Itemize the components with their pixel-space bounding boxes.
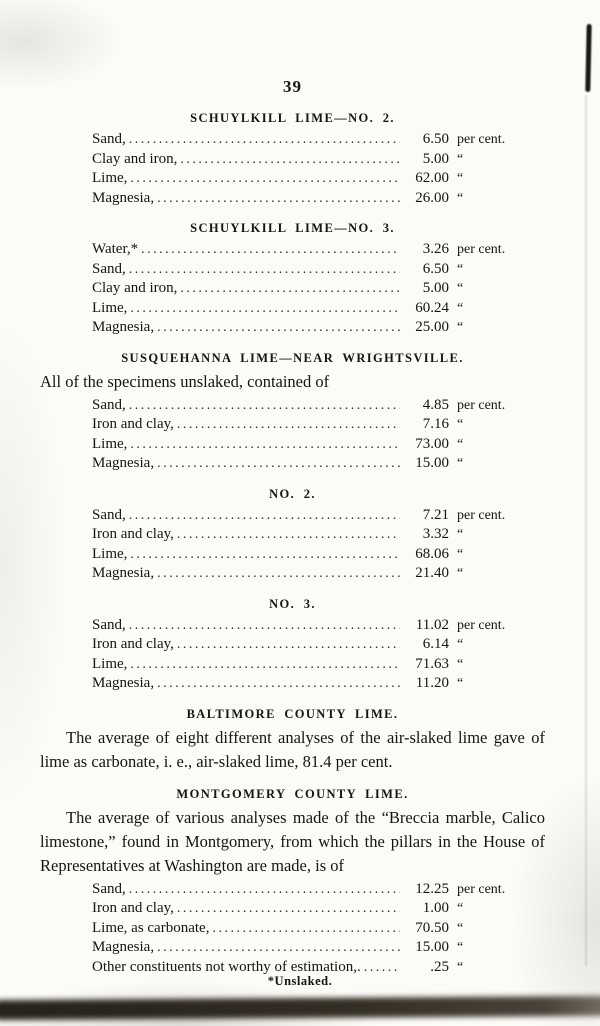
row-unit: “ [457,300,464,316]
table-row [92,189,515,209]
table-row [92,564,515,584]
row-unit: “ [457,281,464,296]
table-row [92,415,515,435]
row-unit: “ [457,637,464,652]
row-label: Clay and iron, [92,280,178,296]
dot-leader [177,635,400,655]
row-label: Iron and clay, [92,526,174,542]
dot-leader [212,919,400,939]
row-label: Iron and clay, [92,416,174,432]
row-unit: “ [457,656,464,672]
section-heading: BALTIMORE COUNTY LIME. [186,706,399,721]
row-unit: per cent. [457,242,506,257]
dot-leader [157,938,400,958]
page-number: 39 [283,77,302,96]
row-label: Magnesia, [92,565,155,581]
row-value: 7.21 [422,506,449,523]
row-unit: “ [457,456,464,471]
dot-leader [129,396,400,416]
row-value: 5.00 [422,280,449,296]
row-unit: “ [457,436,464,452]
table-row [92,899,515,919]
row-unit: “ [457,171,464,186]
row-value: 15.00 [415,939,449,955]
row-label: Magnesia, [92,455,155,471]
section-heading: MONTGOMERY COUNTY LIME. [176,786,409,801]
row-value: 3.32 [422,526,449,542]
dot-leader [130,299,400,319]
row-value: 60.24 [415,299,449,316]
row-value: 62.00 [415,170,449,186]
dot-leader [157,674,400,694]
analysis-table [92,506,515,584]
section-schuylkill-no3 [40,220,545,338]
row-value: 70.50 [415,919,449,936]
table-row [92,635,515,655]
section-susquehanna [40,350,545,474]
section-heading: SUSQUEHANNA LIME—NEAR WRIGHTSVILLE. [121,350,464,365]
row-label: Other constituents not worthy of estimation,. [92,958,361,975]
row-value: 6.50 [422,131,449,147]
row-unit: “ [457,901,464,916]
section-heading: SCHUYLKILL LIME—NO. 3. [190,221,395,235]
row-label: Sand, [92,880,126,897]
row-unit: per cent. [457,507,506,523]
row-value: 7.16 [422,416,449,432]
row-unit: per cent. [457,617,506,633]
dot-leader [157,454,400,474]
row-unit: “ [457,676,464,691]
row-label: Iron and clay, [92,900,174,916]
row-unit: “ [457,546,464,562]
row-value: 21.40 [415,565,449,581]
table-row [92,938,515,958]
row-unit: “ [457,959,464,975]
table-row [92,130,515,150]
table-row [92,396,515,416]
row-value: 11.02 [415,616,449,633]
row-label: Iron and clay, [92,636,174,652]
table-row [92,655,515,675]
row-label: Sand, [92,131,126,147]
section-heading: SCHUYLKILL LIME—NO. 2. [190,111,395,125]
dot-leader [129,880,400,900]
row-value: 4.85 [422,396,449,413]
dot-leader [130,169,400,189]
row-value: 6.50 [422,260,449,277]
table-row [92,318,515,338]
dot-leader [177,525,400,545]
table-row [92,150,515,170]
table-row [92,240,515,260]
row-value: 26.00 [415,189,449,206]
row-value: 25.00 [415,319,449,335]
row-label: Lime, [92,435,128,452]
row-label: Lime, [92,545,128,562]
row-unit: “ [457,417,464,432]
section-montgomery [40,786,545,978]
dot-leader [180,150,400,170]
row-label: Magnesia, [92,189,155,206]
table-row [92,279,515,299]
row-value: 73.00 [415,435,449,452]
dot-leader [129,260,400,280]
analysis-table [92,396,515,474]
row-label: Sand, [92,616,126,633]
row-label: Lime, as carbonate, [92,919,210,936]
row-label: Lime, [92,299,128,316]
section-heading: NO. 3. [269,596,316,611]
table-row [92,674,515,694]
row-unit: per cent. [457,132,506,147]
dot-leader [157,189,400,209]
row-value: 3.26 [422,241,449,257]
dot-leader [157,318,400,338]
row-value: 5.00 [422,150,449,167]
row-value: .25 [430,958,449,975]
section-susquehanna-no2 [40,486,545,584]
row-unit: per cent. [457,881,506,897]
row-unit: “ [457,261,464,277]
dot-leader [177,899,400,919]
row-label: Sand, [92,260,126,277]
table-row [92,454,515,474]
section-baltimore [40,706,545,774]
row-label: Magnesia, [92,939,155,955]
analysis-table [92,616,515,694]
dot-leader [141,240,400,260]
dot-leader [180,279,400,299]
section-paragraph: The average of various analyses made of the “Breccia marble, Calico limestone,” found in Montgomery, from which the pillars in the House of Representatives at Washington are made, is of [40,807,545,875]
dot-leader [177,415,400,435]
row-label: Sand, [92,396,126,413]
dot-leader [157,564,400,584]
dot-leader [129,616,400,636]
row-label: Water,* [92,241,139,257]
row-unit: per cent. [457,397,506,413]
dot-leader [129,130,400,150]
row-label: Magnesia, [92,319,155,335]
row-value: 12.25 [415,880,449,897]
row-value: 68.06 [415,545,449,562]
scan-artifact-bottom-edge [0,996,600,1020]
row-unit: “ [457,190,464,206]
row-unit: “ [457,940,464,955]
section-heading: NO. 2. [269,486,316,501]
table-row [92,299,515,319]
row-unit: “ [457,920,464,936]
row-label: Clay and iron, [92,150,178,167]
row-value: 1.00 [422,900,449,916]
row-value: 71.63 [415,655,449,672]
dot-leader [129,506,400,526]
table-row [92,919,515,939]
row-value: 6.14 [422,636,449,652]
row-label: Sand, [92,506,126,523]
analysis-table [92,240,515,338]
table-row [92,616,515,636]
section-susquehanna-no3 [40,596,545,694]
section-intro-text: All of the specimens unslaked, contained of [40,371,330,391]
table-row [92,545,515,565]
row-label: Lime, [92,655,128,672]
row-label: Magnesia, [92,675,155,691]
row-value: 15.00 [415,455,449,471]
table-row [92,435,515,455]
table-row [92,169,515,189]
footnote: *Unslaked. [267,974,333,988]
table-row [92,880,515,900]
table-row [92,525,515,545]
dot-leader [130,655,400,675]
row-value: 11.20 [415,675,449,691]
row-unit: “ [457,566,464,581]
row-unit: “ [457,151,464,167]
dot-leader [130,545,400,565]
analysis-table [92,880,515,978]
section-schuylkill-no2 [40,110,545,208]
table-row [92,506,515,526]
dot-leader [130,435,400,455]
row-unit: “ [457,527,464,542]
analysis-table [92,130,515,208]
section-paragraph: The average of eight different analyses of the air-slaked lime gave of lime as carbonate, i. e., air-slaked lime, 81.4 per cent. [40,727,545,771]
row-label: Lime, [92,170,128,186]
table-row [92,260,515,280]
row-unit: “ [457,320,464,335]
